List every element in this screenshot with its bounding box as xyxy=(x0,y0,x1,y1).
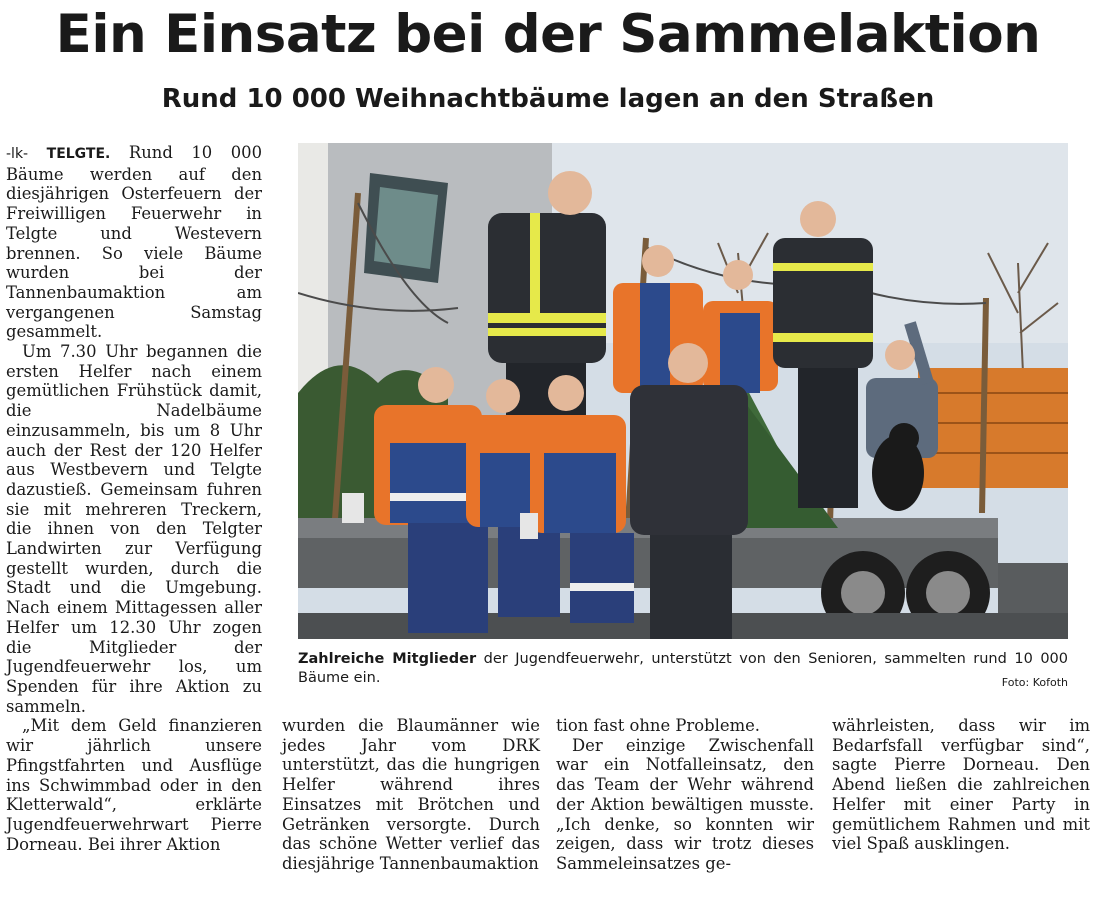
article-photo xyxy=(298,143,1068,639)
photo-caption xyxy=(298,650,1068,688)
article-column-2 xyxy=(282,716,540,874)
photo-illustration xyxy=(298,143,1068,639)
photo-credit: Foto: Kofoth xyxy=(1001,676,1068,689)
paragraph-5: tion fast ohne Probleme. xyxy=(556,716,761,735)
caption-text: der Jugendfeuerwehr, unterstützt von den Senioren, sammelten rund 10 000 Bäume ein. xyxy=(298,651,1068,686)
article-column-1 xyxy=(6,143,262,854)
caption-lead: Zahlreiche Mitglieder xyxy=(298,651,477,667)
article-column-4 xyxy=(832,716,1090,854)
paragraph-6: Der einzige Zwischenfall war ein Notfalleinsatz, den das Team der Wehr während der Aktion bewältigen musste. „Ich denke, so konnten wir zeigen, dass wir trotz dieses Sammeleinsatzes ge- xyxy=(556,735,814,873)
author-tag: -lk- xyxy=(6,146,29,162)
paragraph-3: „Mit dem Geld finanzieren wir jährlich unsere Pfingstfahrten und Ausflüge ins Schwimmbad oder in den Kletterwald“, erklärte Jugendfeuerwehrwart Pierre Dorneau. Bei ihrer Aktion xyxy=(6,716,262,854)
paragraph-1 xyxy=(6,143,262,342)
headline: Ein Einsatz bei der Sammelaktion xyxy=(55,4,1041,65)
dateline-location: TELGTE. xyxy=(46,146,111,162)
article-column-3 xyxy=(556,716,814,874)
paragraph-2: Um 7.30 Uhr begannen die ersten Helfer nach einem gemütlichen Frühstück damit, die Nadelbäume einzusammeln, bis um 8 Uhr auch der Rest der 120 Helfer aus Westbevern und Telgte dazustieß. Gemeinsam fuhren sie mit mehreren Treckern, die ihnen von den Telgter Landwirten zur Verfügung gestellt wurden, durch die Stadt und die Umgebung. Nach einem Mittagessen aller Helfer um 12.30 Uhr zogen die Mitglieder der Jugendfeuerwehr los, um Spenden für ihre Aktion zu sammeln. xyxy=(6,342,262,716)
subheadline: Rund 10 000 Weihnachtbäume lagen an den Straßen xyxy=(161,84,935,114)
paragraph-7: währleisten, dass wir im Bedarfsfall verfügbar sind“, sagte Pierre Dorneau. Den Abend ließen die zahlreichen Helfer mit einer Party in gemütlichem Rahmen und mit viel Spaß ausklingen. xyxy=(832,716,1090,854)
paragraph-1-text: Rund 10 000 Bäume werden auf den diesjährigen Osterfeuern der Freiwilligen Feuerwehr in Telgte und Westevern brennen. So viele Bäume wurden bei der Tannenbaumaktion am vergangenen Samstag gesammelt. xyxy=(6,143,263,342)
paragraph-4: wurden die Blaumänner wie jedes Jahr vom DRK unterstützt, das die hungrigen Helfer während ihres Einsatzes mit Brötchen und Getränken versorgte. Durch das schöne Wetter verlief das diesjährige Tannenbaumaktion xyxy=(282,716,540,873)
